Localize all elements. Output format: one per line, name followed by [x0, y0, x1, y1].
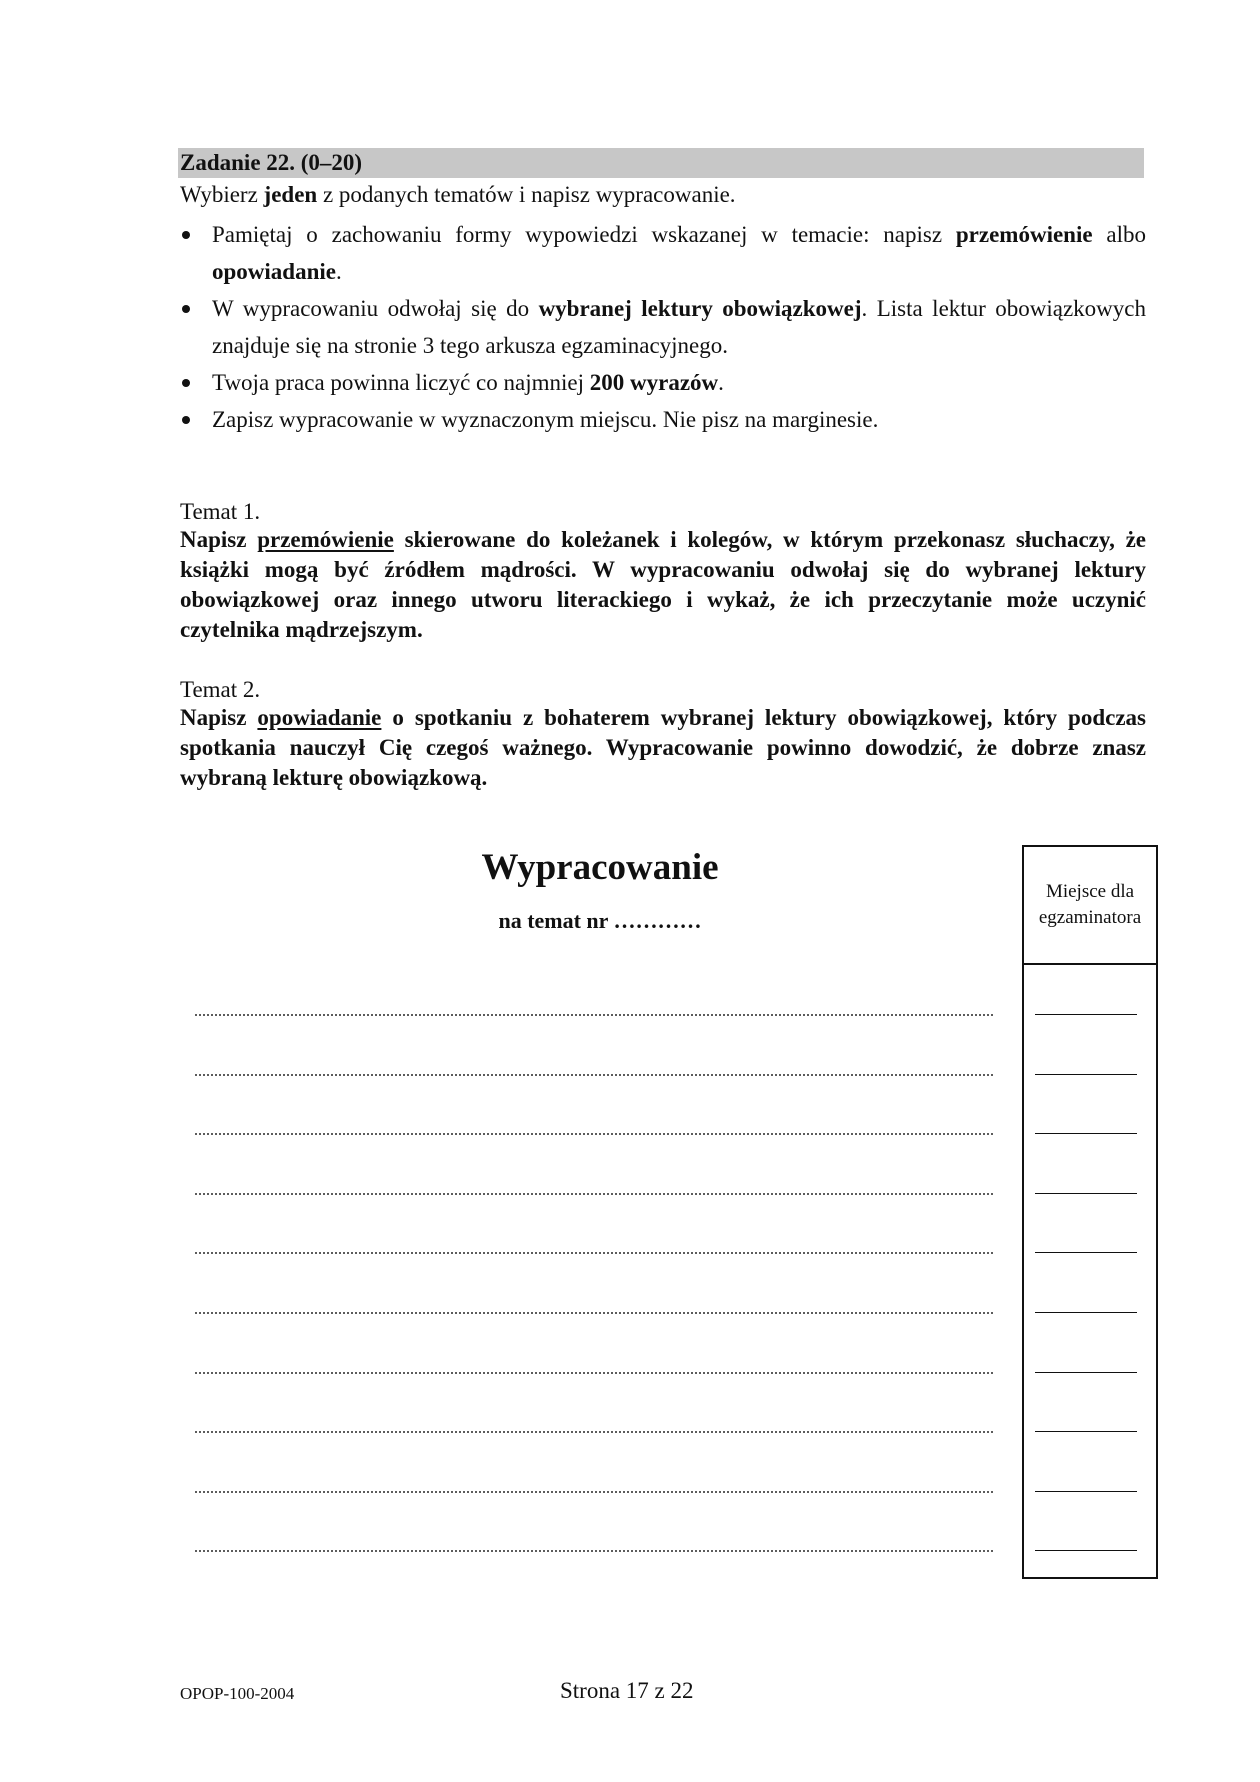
instruction-list [180, 216, 1146, 438]
score-line[interactable] [1035, 1372, 1137, 1373]
topic-form: opowiadanie [257, 705, 382, 730]
instruction-text: W wypracowaniu odwołaj się do [212, 296, 539, 321]
score-line[interactable] [1035, 1014, 1137, 1015]
examiner-box-label: Miejsce dla egzaminatora [1024, 847, 1156, 965]
score-line[interactable] [1035, 1133, 1137, 1134]
instruction-text: Twoja praca powinna liczyć co najmniej [212, 370, 590, 395]
topic-form: przemówienie [257, 527, 394, 552]
writing-line[interactable] [194, 1014, 994, 1016]
instruction-item [180, 401, 1146, 438]
score-line[interactable] [1035, 1491, 1137, 1492]
bullet-icon [182, 231, 190, 239]
score-line[interactable] [1035, 1193, 1137, 1194]
task-header: Zadanie 22. (0–20) [178, 148, 1144, 178]
writing-line[interactable] [194, 1252, 994, 1254]
writing-line[interactable] [194, 1550, 994, 1552]
writing-line[interactable] [194, 1372, 994, 1374]
instruction-text: . Lista lektur obowiązkowych znajduje się na stronie 3 tego arkusza egzaminacyjnego. [212, 296, 1147, 358]
topic-text-part: o spotkaniu z bohaterem wybranej lektury obowiązkowej, który podczas spotkania nauczył Cię czegoś ważnego. Wypracowanie powinno dowodzić, że dobrze znasz wybraną lekturę obowiązkową. [180, 705, 1147, 790]
instruction-bold: opowiadanie [212, 259, 336, 284]
instruction-item [180, 364, 1146, 401]
bullet-icon [182, 305, 190, 313]
topic-2-text [180, 703, 1146, 793]
score-line[interactable] [1035, 1550, 1137, 1551]
instruction-text: Pamiętaj o zachowaniu formy wypowiedzi wskazanej w temacie: napisz [212, 222, 956, 247]
footer-page-number: Strona 17 z 22 [560, 1678, 694, 1703]
instruction-bold: przemówienie [955, 222, 1093, 247]
topic-1-label: Temat 1. [180, 499, 261, 524]
essay-subtitle: na temat nr ………… [498, 908, 702, 933]
instruction-text: . [335, 259, 342, 284]
topic-2-label: Temat 2. [180, 677, 261, 702]
writing-line[interactable] [194, 1491, 994, 1493]
essay-title: Wypracowanie [481, 847, 719, 888]
writing-line[interactable] [194, 1074, 994, 1076]
score-line[interactable] [1035, 1252, 1137, 1253]
bullet-icon [182, 416, 190, 424]
instruction-item [180, 290, 1146, 364]
intro-bold: jeden [263, 182, 318, 207]
topic-text-part: skierowane do koleżanek i kolegów, w którym przekonasz słuchaczy, że książki mogą być źródłem mądrości. W wypracowaniu odwołaj się do wybranej lektury obowiązkowej oraz innego utworu literackiego i wykaż, że ich przeczytanie może uczynić czytelnika mądrzejszym. [180, 527, 1146, 642]
writing-line[interactable] [194, 1193, 994, 1195]
bullet-icon [182, 379, 190, 387]
instruction-bold: wybranej lektury obowiązkowej [538, 296, 862, 321]
task-intro [180, 180, 736, 210]
instruction-item [180, 216, 1146, 290]
instruction-text: . [718, 370, 724, 395]
writing-line[interactable] [194, 1312, 994, 1314]
score-line[interactable] [1035, 1074, 1137, 1075]
score-line[interactable] [1035, 1312, 1137, 1313]
score-line[interactable] [1035, 1431, 1137, 1432]
topic-text-part: Napisz [180, 527, 258, 552]
writing-line[interactable] [194, 1431, 994, 1433]
instruction-text: albo [1092, 222, 1146, 247]
topic-text-part: Napisz [180, 705, 258, 730]
intro-pre: Wybierz [180, 182, 264, 207]
topic-1-text [180, 525, 1146, 645]
intro-post: z podanych tematów i napisz wypracowanie. [317, 182, 736, 207]
instruction-text: Zapisz wypracowanie w wyznaczonym miejscu. Nie pisz na marginesie. [212, 407, 879, 432]
footer-code: OPOP-100-2004 [180, 1684, 295, 1703]
examiner-box [1022, 845, 1158, 1579]
writing-line[interactable] [194, 1133, 994, 1135]
instruction-bold: 200 wyrazów [589, 370, 719, 395]
